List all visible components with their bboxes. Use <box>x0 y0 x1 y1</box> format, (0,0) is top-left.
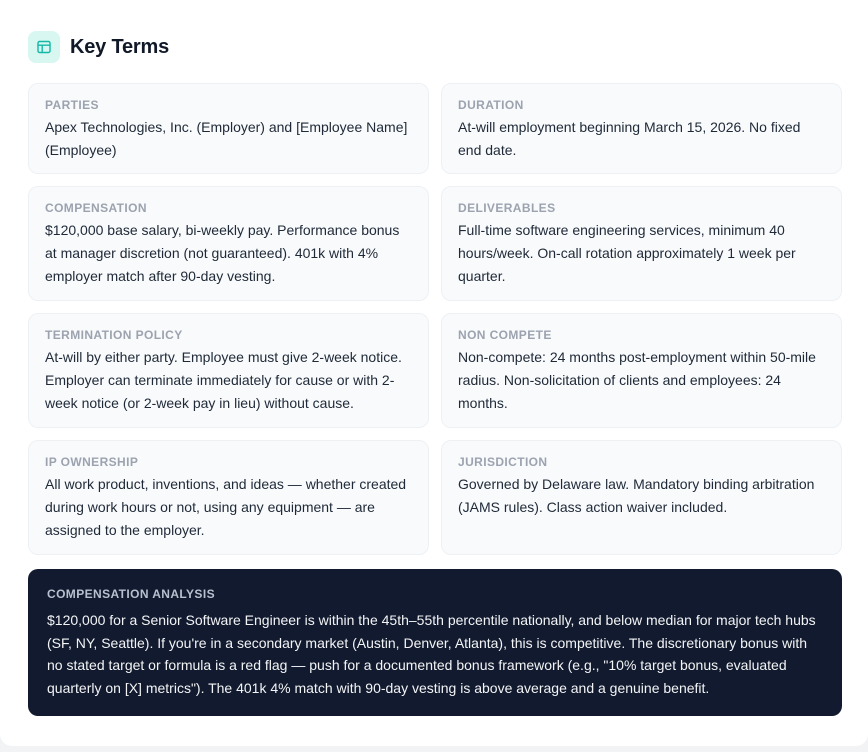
term-card-jurisdiction <box>441 440 842 555</box>
term-text: $120,000 base salary, bi-weekly pay. Performance bonus at manager discretion (not guaranteed). 401k with 4% employer match after 90-day vesting. <box>45 222 400 284</box>
table-icon <box>28 31 60 63</box>
term-label: IP OWNERSHIP <box>45 455 139 469</box>
term-label: TERMINATION POLICY <box>45 328 183 342</box>
term-label: DELIVERABLES <box>458 201 556 215</box>
term-card-parties <box>28 83 429 174</box>
terms-grid <box>28 83 842 555</box>
term-card-termination-policy <box>28 313 429 428</box>
section-header <box>28 31 169 63</box>
term-label: COMPENSATION <box>45 201 147 215</box>
analysis-label: COMPENSATION ANALYSIS <box>47 587 215 601</box>
term-text: Governed by Delaware law. Mandatory binding arbitration (JAMS rules). Class action waiver included. <box>458 476 815 515</box>
term-text: Full-time software engineering services, minimum 40 hours/week. On-call rotation approximately 1 week per quarter. <box>458 222 796 284</box>
term-card-deliverables <box>441 186 842 301</box>
term-text: Non-compete: 24 months post-employment within 50-mile radius. Non-solicitation of clients and employees: 24 months. <box>458 349 816 411</box>
term-label: DURATION <box>458 98 524 112</box>
term-card-ip-ownership <box>28 440 429 555</box>
section-title: Key Terms <box>70 35 169 58</box>
term-label: NON COMPETE <box>458 328 552 342</box>
term-text: All work product, inventions, and ideas — whether created during work hours or not, using any equipment — are assigned to the employer. <box>45 476 407 538</box>
term-text: At-will by either party. Employee must give 2-week notice. Employer can terminate immediately for cause or with 2-week notice (or 2-week pay in lieu) without cause. <box>45 349 402 411</box>
term-label: PARTIES <box>45 98 99 112</box>
term-card-compensation <box>28 186 429 301</box>
analysis-text: $120,000 for a Senior Software Engineer is within the 45th–55th percentile nationally, and below median for major tech hubs (SF, NY, Seattle). If you're in a secondary market (Austin, Denver, Atlanta), this is competitive. The discretionary bonus with no stated target or formula is a red flag — push for a documented bonus framework (e.g., "10% target bonus, evaluated quarterly on [X] metrics"). The 401k 4% match with 90-day vesting is above average and a genuine benefit. <box>47 612 816 696</box>
term-card-duration <box>441 83 842 174</box>
term-text: At-will employment beginning March 15, 2026. No fixed end date. <box>458 119 801 158</box>
term-card-non-compete <box>441 313 842 428</box>
compensation-analysis-box <box>28 569 842 716</box>
term-text: Apex Technologies, Inc. (Employer) and [Employee Name] (Employee) <box>45 119 408 158</box>
term-label: JURISDICTION <box>458 455 548 469</box>
